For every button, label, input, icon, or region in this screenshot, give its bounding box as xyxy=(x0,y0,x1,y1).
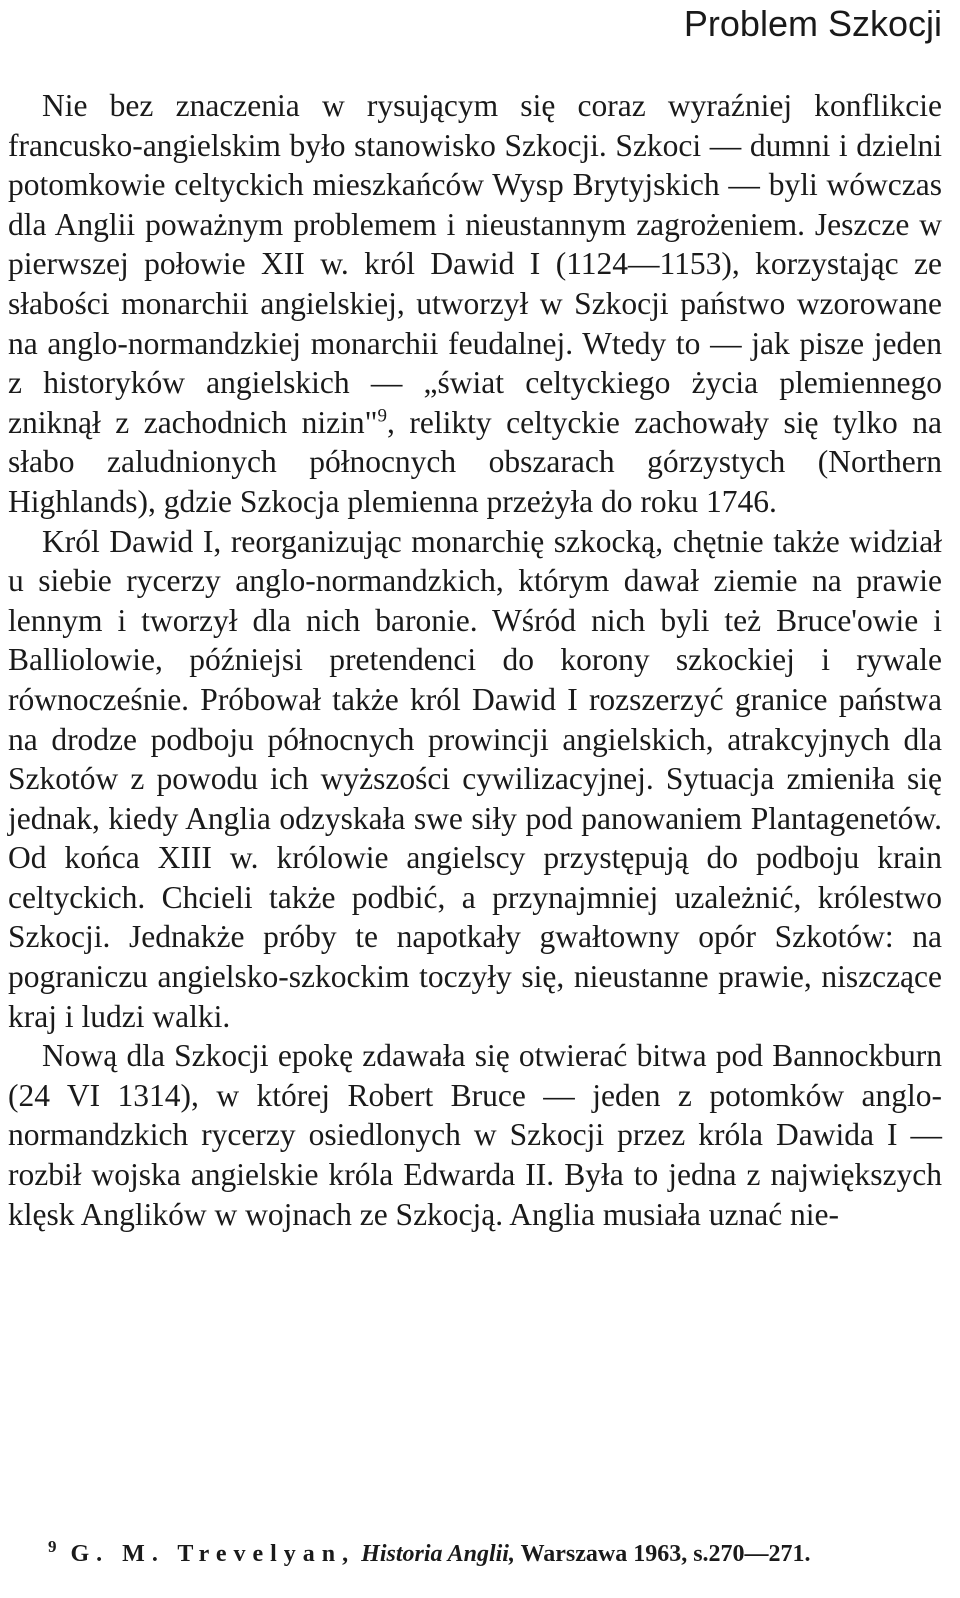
footnote-details: Warszawa 1963, s.270—271. xyxy=(520,1541,811,1567)
paragraph-1-text: Nie bez znaczenia w rysującym się coraz wyraźniej konflikcie francusko-angielskim było stanowisko Szkocji. Szkoci — dumni i dzielni potomkowie celtyckich mieszkańców Wysp Brytyjskich — byli wówczas dla Anglii poważnym problemem i nieustannym zagrożeniem. Jeszcze w pierwszej połowie XII w. król Dawid I (1124—1153), korzystając ze słabości monarchii angielskiej, utworzył w Szkocji państwo wzorowane na anglo-normandzkiej monarchii feudalnej. Wtedy to — jak pisze jeden z historyków angielskich — „świat celtyckiego życia plemiennego zniknął z zachodnich nizin" xyxy=(8,88,942,440)
paragraph-2: Król Dawid I, reorganizując monarchię szkocką, chętnie także widział u siebie rycerzy anglo-normandzkich, którym dawał ziemie na prawie lennym i tworzył dla nich baronie. Wśród nich byli też Bruce'owie i Balliolowie, późniejsi pretendenci do korony szkockiej i rywale równocześnie. Próbował także król Dawid I rozszerzyć granice państwa na drodze podboju północnych prowincji angielskich, atrakcyjnych dla Szkotów z powodu ich wyższości cywilizacyjnej. Sytuacja zmieniła się jednak, kiedy Anglia odzyskała swe siły pod panowaniem Plantagenetów. Od końca XIII w. królowie angielscy przystępują do podboju krain celtyckich. Chcieli także podbić, a przynajmniej uzależnić, królestwo Szkocji. Jednakże próby te napotkały gwałtowny opór Szkotów: na pograniczu angielsko-szkockim toczyły się, nieustanne prawie, niszczące kraj i ludzi walki. xyxy=(8,523,942,1034)
footnote xyxy=(8,1536,942,1572)
running-header: Problem Szkocji xyxy=(683,3,942,44)
footnote-author: G. M. Trevelyan, xyxy=(70,1541,356,1567)
paragraph-1 xyxy=(8,86,942,522)
paragraph-3: Nową dla Szkocji epokę zdawała się otwierać bitwa pod Bannockburn (24 VI 1314), w której Robert Bruce — jeden z potomków anglo-normandzkich rycerzy osiedlonych w Szkocji przez króla Dawida I — rozbił wojska angielskie króla Edwarda II. Była to jedna z największych klęsk Anglików w wojnach ze Szkocją. Anglia musiała uznać nie- xyxy=(8,1038,942,1232)
footnote-number: 9 xyxy=(48,1537,57,1556)
paragraph-1-continuation: , relikty celtyckie zachowały się tylko na słabo zaludnionych północnych obszarach górzystych (Northern Highlands), gdzie Szkocja plemienna przeżyła do roku 1746. xyxy=(8,404,942,519)
footnote-title: Historia Anglii, xyxy=(361,1541,515,1567)
footnote-reference: 9 xyxy=(377,405,387,427)
body-text xyxy=(8,86,942,1234)
